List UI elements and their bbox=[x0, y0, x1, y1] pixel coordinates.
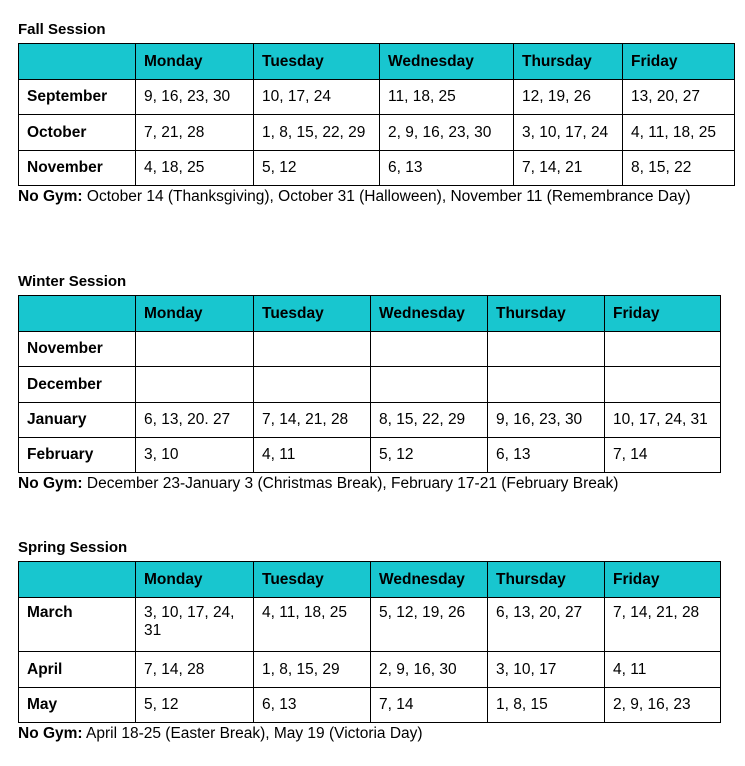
table-header-row bbox=[19, 296, 721, 332]
header-cell: Thursday bbox=[488, 296, 605, 332]
header-cell: Friday bbox=[605, 296, 721, 332]
date-cell: 6, 13 bbox=[254, 688, 371, 723]
header-cell bbox=[19, 44, 136, 80]
date-cell: 5, 12 bbox=[254, 151, 380, 186]
header-cell: Wednesday bbox=[371, 562, 488, 598]
date-cell: 13, 20, 27 bbox=[623, 80, 735, 115]
no-gym-label: No Gym: bbox=[18, 188, 83, 205]
date-cell: 4, 11, 18, 25 bbox=[623, 115, 735, 151]
date-cell: 7, 14, 21, 28 bbox=[254, 403, 371, 438]
date-cell bbox=[605, 367, 721, 403]
header-cell: Monday bbox=[136, 296, 254, 332]
table-header-row bbox=[19, 562, 721, 598]
fall-schedule-table bbox=[18, 43, 735, 186]
date-cell: 5, 12 bbox=[371, 438, 488, 473]
table-row bbox=[19, 367, 721, 403]
no-gym-text: December 23-January 3 (Christmas Break), February 17-21 (February Break) bbox=[82, 475, 619, 492]
no-gym-label: No Gym: bbox=[18, 475, 83, 492]
header-cell bbox=[19, 296, 136, 332]
spring-session bbox=[18, 539, 721, 744]
no-gym-text: October 14 (Thanksgiving), October 31 (Halloween), November 11 (Remembrance Day) bbox=[82, 188, 691, 205]
table-row bbox=[19, 115, 735, 151]
header-cell: Friday bbox=[623, 44, 735, 80]
winter-schedule-table bbox=[18, 295, 721, 473]
date-cell: 2, 9, 16, 30 bbox=[371, 652, 488, 688]
fall-session-title: Fall Session bbox=[18, 21, 106, 38]
date-cell: 7, 14, 28 bbox=[136, 652, 254, 688]
date-cell: 10, 17, 24 bbox=[254, 80, 380, 115]
no-gym-label: No Gym: bbox=[18, 725, 83, 742]
date-cell: 2, 9, 16, 23 bbox=[605, 688, 721, 723]
date-cell: 6, 13 bbox=[380, 151, 514, 186]
no-gym-text: April 18-25 (Easter Break), May 19 (Victoria Day) bbox=[82, 725, 423, 742]
date-cell: 6, 13 bbox=[488, 438, 605, 473]
header-cell: Friday bbox=[605, 562, 721, 598]
date-cell bbox=[488, 332, 605, 367]
month-cell: May bbox=[19, 688, 136, 723]
table-row bbox=[19, 652, 721, 688]
date-cell bbox=[254, 332, 371, 367]
table-header-row bbox=[19, 44, 735, 80]
month-cell: April bbox=[19, 652, 136, 688]
header-cell: Thursday bbox=[488, 562, 605, 598]
date-cell: 5, 12, 19, 26 bbox=[371, 598, 488, 652]
date-cell bbox=[371, 367, 488, 403]
table-row bbox=[19, 438, 721, 473]
spring-no-gym-note bbox=[18, 724, 718, 744]
table-row bbox=[19, 688, 721, 723]
header-cell: Wednesday bbox=[380, 44, 514, 80]
date-cell: 3, 10, 17, 24 bbox=[514, 115, 623, 151]
date-cell: 3, 10, 17 bbox=[488, 652, 605, 688]
date-cell bbox=[136, 367, 254, 403]
date-cell bbox=[488, 367, 605, 403]
spring-session-title: Spring Session bbox=[18, 539, 128, 556]
fall-no-gym-note bbox=[18, 187, 718, 207]
header-cell: Tuesday bbox=[254, 562, 371, 598]
date-cell: 6, 13, 20, 27 bbox=[488, 598, 605, 652]
table-row bbox=[19, 598, 721, 652]
month-cell: September bbox=[19, 80, 136, 115]
date-cell: 1, 8, 15, 29 bbox=[254, 652, 371, 688]
month-cell: November bbox=[19, 332, 136, 367]
header-cell: Tuesday bbox=[254, 44, 380, 80]
date-cell bbox=[371, 332, 488, 367]
header-cell: Thursday bbox=[514, 44, 623, 80]
date-cell: 3, 10, 17, 24, 31 bbox=[136, 598, 254, 652]
date-cell: 9, 16, 23, 30 bbox=[488, 403, 605, 438]
month-cell: January bbox=[19, 403, 136, 438]
header-cell: Tuesday bbox=[254, 296, 371, 332]
winter-session bbox=[18, 273, 721, 494]
table-row bbox=[19, 151, 735, 186]
winter-session-title: Winter Session bbox=[18, 273, 127, 290]
month-cell: October bbox=[19, 115, 136, 151]
date-cell: 7, 14, 21 bbox=[514, 151, 623, 186]
date-cell bbox=[254, 367, 371, 403]
date-cell: 3, 10 bbox=[136, 438, 254, 473]
date-cell: 7, 14 bbox=[371, 688, 488, 723]
winter-no-gym-note bbox=[18, 474, 718, 494]
header-cell: Monday bbox=[136, 562, 254, 598]
date-cell: 8, 15, 22, 29 bbox=[371, 403, 488, 438]
date-cell: 2, 9, 16, 23, 30 bbox=[380, 115, 514, 151]
table-row bbox=[19, 80, 735, 115]
date-cell: 6, 13, 20. 27 bbox=[136, 403, 254, 438]
month-cell: February bbox=[19, 438, 136, 473]
date-cell: 12, 19, 26 bbox=[514, 80, 623, 115]
date-cell: 7, 14 bbox=[605, 438, 721, 473]
date-cell bbox=[136, 332, 254, 367]
date-cell: 1, 8, 15, 22, 29 bbox=[254, 115, 380, 151]
date-cell: 10, 17, 24, 31 bbox=[605, 403, 721, 438]
date-cell: 4, 18, 25 bbox=[136, 151, 254, 186]
header-cell: Wednesday bbox=[371, 296, 488, 332]
month-cell: November bbox=[19, 151, 136, 186]
table-row bbox=[19, 403, 721, 438]
fall-session bbox=[18, 21, 735, 207]
date-cell: 8, 15, 22 bbox=[623, 151, 735, 186]
date-cell: 1, 8, 15 bbox=[488, 688, 605, 723]
table-row bbox=[19, 332, 721, 367]
spring-schedule-table bbox=[18, 561, 721, 723]
header-cell: Monday bbox=[136, 44, 254, 80]
date-cell: 9, 16, 23, 30 bbox=[136, 80, 254, 115]
date-cell: 5, 12 bbox=[136, 688, 254, 723]
header-cell bbox=[19, 562, 136, 598]
month-cell: December bbox=[19, 367, 136, 403]
date-cell: 4, 11 bbox=[254, 438, 371, 473]
date-cell bbox=[605, 332, 721, 367]
date-cell: 4, 11 bbox=[605, 652, 721, 688]
date-cell: 7, 21, 28 bbox=[136, 115, 254, 151]
month-cell: March bbox=[19, 598, 136, 652]
date-cell: 11, 18, 25 bbox=[380, 80, 514, 115]
date-cell: 7, 14, 21, 28 bbox=[605, 598, 721, 652]
date-cell: 4, 11, 18, 25 bbox=[254, 598, 371, 652]
